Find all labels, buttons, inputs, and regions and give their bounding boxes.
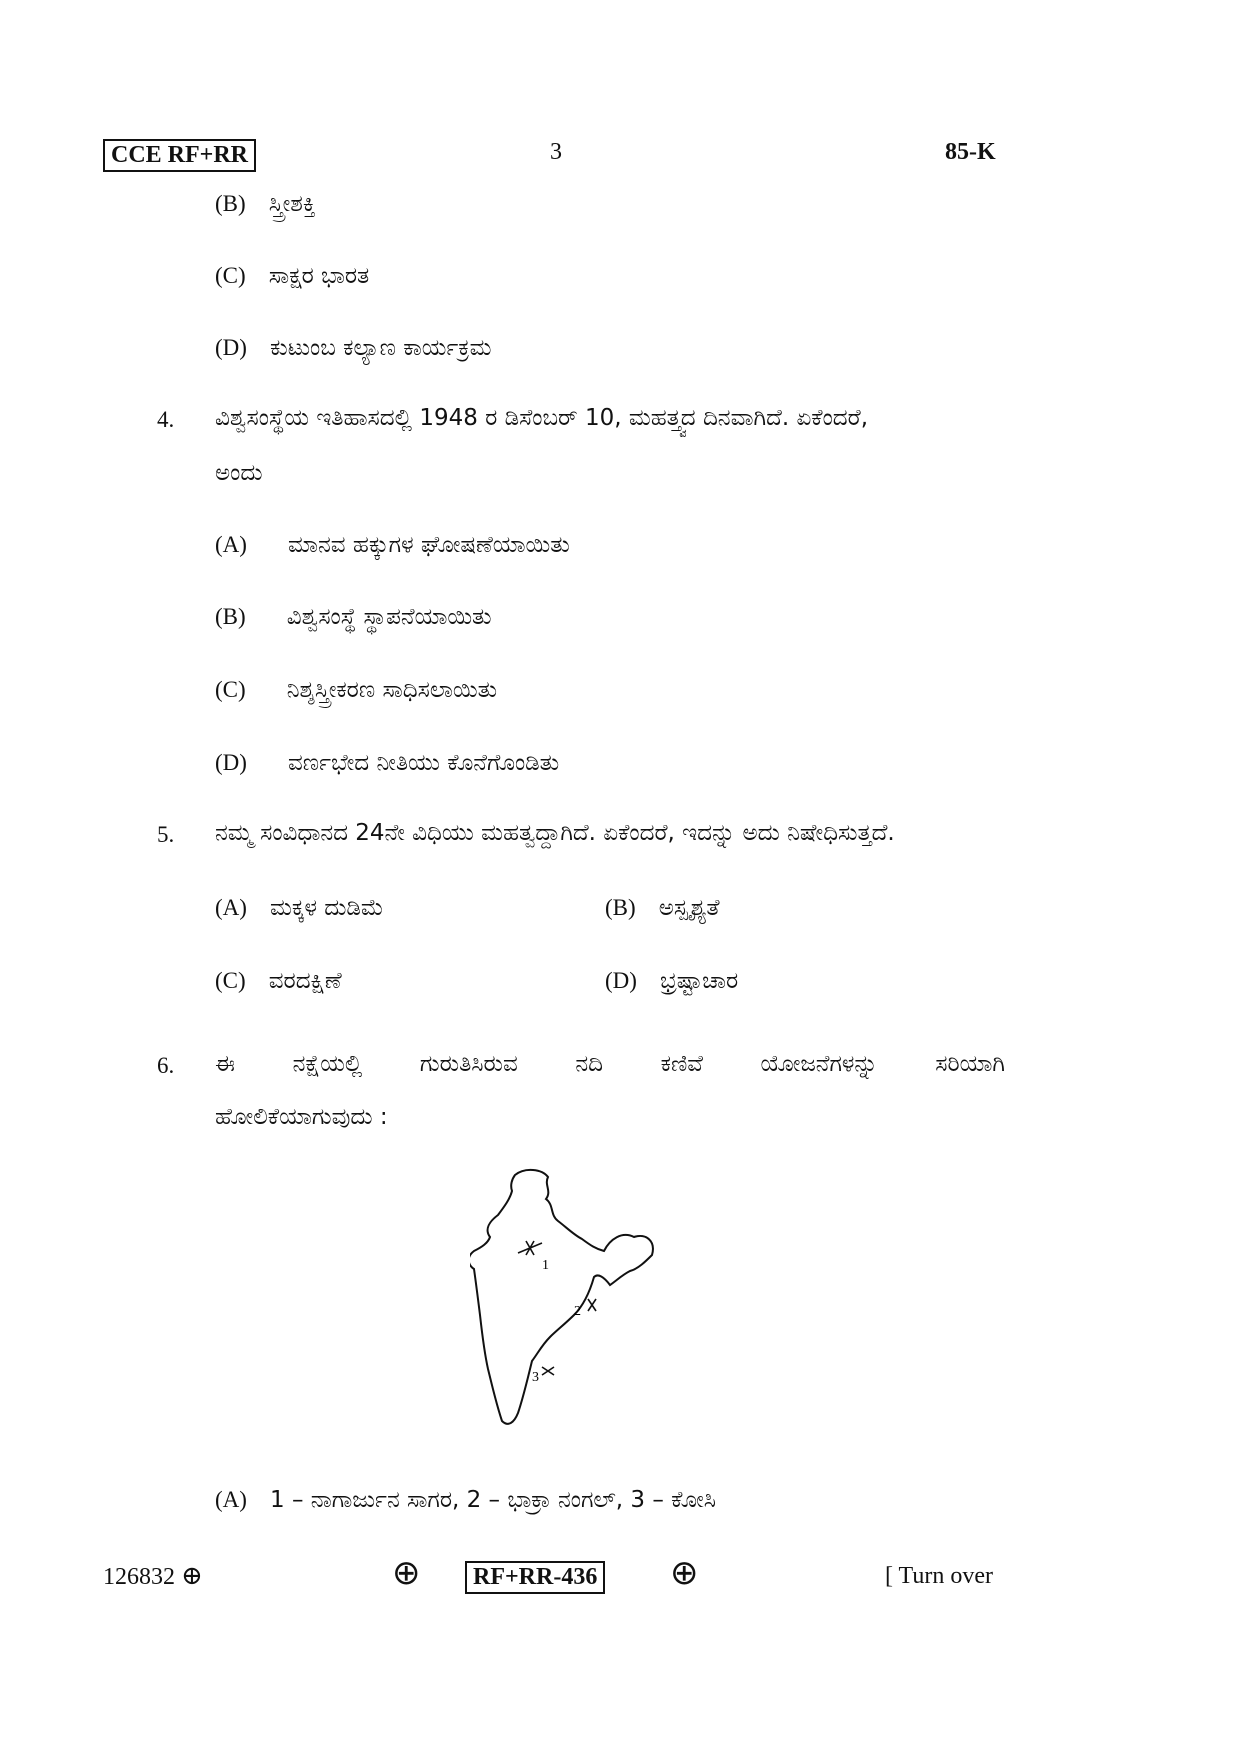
q6-option-a	[215, 1487, 716, 1513]
q6-word: ಗುರುತಿಸಿರುವ	[419, 1051, 518, 1077]
option-label: (D)	[605, 968, 637, 993]
option-label: (D)	[215, 335, 247, 360]
option-text: ವರ್ಣಭೇದ ನೀತಿಯು ಕೊನೆಗೊಂಡಿತು	[288, 750, 560, 776]
q6-word: ಯೋಜನೆಗಳನ್ನು	[760, 1051, 878, 1077]
option-text: 1 – ನಾಗಾರ್ಜುನ ಸಾಗರ, 2 – ಭಾಕ್ರಾ ನಂಗಲ್, 3 – ಕೋಸಿ	[270, 1487, 716, 1513]
option-label: (B)	[605, 895, 636, 920]
option-text: ಸಾಕ್ಷರ ಭಾರತ	[268, 263, 370, 289]
map-marker-2: 2	[574, 1304, 581, 1319]
option-label: (B)	[215, 191, 246, 216]
page-number: 3	[550, 139, 562, 165]
q4-option-c	[215, 677, 497, 703]
footer-code: RF+RR-436	[473, 1564, 598, 1590]
option-label: (C)	[215, 968, 246, 993]
marker-cross-2	[588, 1299, 596, 1311]
q4-number: 4.	[157, 407, 175, 432]
q4-option-d	[215, 750, 559, 776]
option-text: ವಿಶ್ವಸಂಸ್ಥೆ ಸ್ಥಾಪನೆಯಾಯಿತು	[286, 604, 492, 630]
header-code: CCE RF+RR	[111, 142, 249, 168]
option-label: (B)	[215, 604, 246, 629]
q4-option-a	[215, 532, 570, 558]
map-marker-1: 1	[542, 1258, 549, 1273]
q3-option-d	[215, 335, 491, 361]
footer-serial	[103, 1563, 203, 1591]
registration-mark-icon: ⊕	[392, 1553, 421, 1593]
q3-option-b	[215, 191, 316, 217]
option-text: ಮಕ್ಕಳ ದುಡಿಮೆ	[270, 895, 384, 921]
q3-option-c	[215, 263, 369, 289]
q6-word: ಸರಿಯಾಗಿ	[935, 1051, 1005, 1077]
header-code-box	[103, 139, 256, 172]
option-text: ಕುಟುಂಬ ಕಲ್ಯಾಣ ಕಾರ್ಯಕ್ರಮ	[270, 335, 492, 361]
q6-text-line2: ಹೋಲಿಕೆಯಾಗುವುದು :	[215, 1104, 388, 1130]
option-label: (A)	[215, 532, 247, 557]
q5-text: ನಮ್ಮ ಸಂವಿಧಾನದ 24ನೇ ವಿಧಿಯು ಮಹತ್ವದ್ದಾಗಿದೆ. ಏಕೆಂದರೆ, ಇದನ್ನು ಅದು ನಿಷೇಧಿಸುತ್ತದೆ.	[215, 820, 895, 846]
option-text: ಸ್ತ್ರೀಶಕ್ತಿ	[268, 191, 316, 217]
option-text: ವರದಕ್ಷಿಣೆ	[268, 968, 342, 994]
q4-option-b	[215, 604, 492, 630]
india-map	[470, 1165, 700, 1435]
option-label: (A)	[215, 1487, 247, 1512]
registration-mark-icon: ⊕	[670, 1553, 699, 1593]
q4-text-line2: ಅಂದು	[215, 460, 263, 486]
q6-word: ನಕ್ಷೆಯಲ್ಲಿ	[292, 1051, 363, 1077]
paper-code: 85-K	[945, 139, 996, 165]
q5-option-a	[215, 895, 384, 921]
q5-option-c	[215, 968, 342, 994]
q6-word: ಕಣಿವೆ	[660, 1051, 703, 1077]
turn-over-note: [ Turn over	[885, 1563, 994, 1589]
q5-option-d	[605, 968, 738, 994]
option-label: (D)	[215, 750, 247, 775]
serial-number: 126832	[103, 1564, 175, 1590]
marker-cross-1	[526, 1241, 534, 1255]
option-text: ನಿಶ್ಶಸ್ತ್ರೀಕರಣ ಸಾಧಿಸಲಾಯಿತು	[286, 677, 498, 703]
option-text: ಅಸ್ಪೃಶ್ಯತೆ	[658, 895, 720, 921]
q5-number: 5.	[157, 822, 175, 847]
india-outline	[470, 1170, 653, 1424]
q6-text-line1	[215, 1051, 1005, 1077]
q6-word: ಈ	[215, 1051, 235, 1077]
option-label: (A)	[215, 895, 247, 920]
q5-option-b	[605, 895, 720, 921]
option-text: ಭ್ರಷ್ಟಾಚಾರ	[660, 968, 739, 994]
option-label: (C)	[215, 677, 246, 702]
option-text: ಮಾನವ ಹಕ್ಕುಗಳ ಘೋಷಣೆಯಾಯಿತು	[288, 532, 570, 558]
q6-number: 6.	[157, 1053, 175, 1078]
option-label: (C)	[215, 263, 246, 288]
map-marker-3: 3	[532, 1370, 539, 1385]
registration-mark-icon: ⊕	[181, 1561, 203, 1590]
q6-word: ನದಿ	[575, 1051, 603, 1077]
q4-text-line1: ವಿಶ್ವಸಂಸ್ಥೆಯ ಇತಿಹಾಸದಲ್ಲಿ 1948 ರ ಡಿಸೆಂಬರ್ 10, ಮಹತ್ತ್ವದ ದಿನವಾಗಿದೆ. ಏಕೆಂದರೆ,	[215, 405, 869, 431]
footer-code-box	[465, 1561, 605, 1594]
marker-cross-3	[542, 1367, 554, 1375]
